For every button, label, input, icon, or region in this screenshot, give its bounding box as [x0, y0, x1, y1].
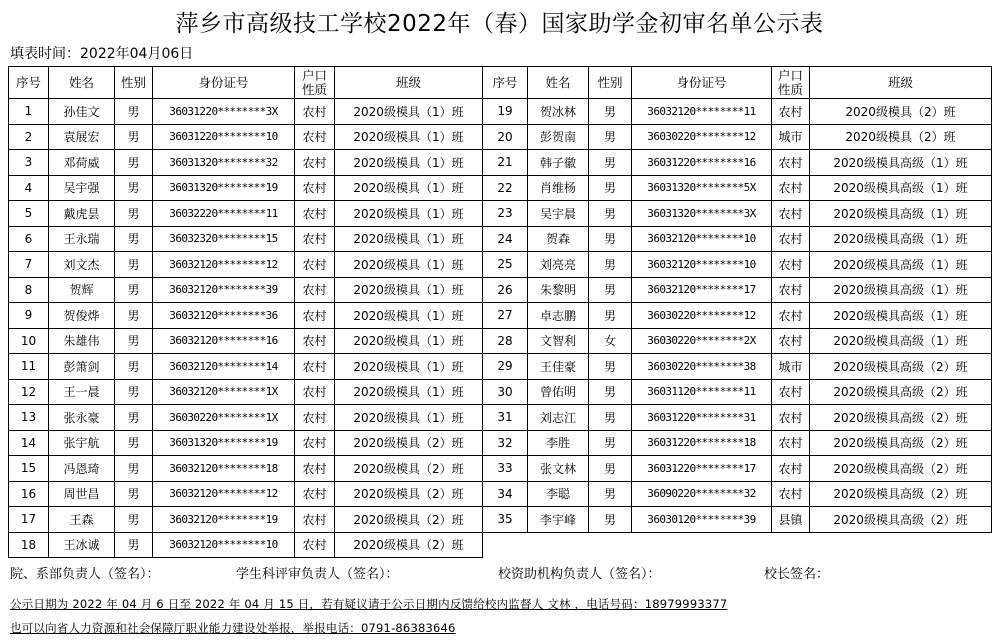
- cell-class: 2020级模具（2）班: [810, 99, 992, 125]
- cell-gender: 男: [589, 252, 632, 278]
- cell-no: 27: [483, 303, 528, 329]
- cell-gender: 男: [589, 456, 632, 482]
- cell-gender: 男: [115, 532, 153, 558]
- cell-hukou: 农村: [295, 201, 335, 227]
- cell-gender: 男: [115, 252, 153, 278]
- cell-no: 11: [9, 354, 49, 380]
- cell-no: 18: [9, 532, 49, 558]
- cell-no: 24: [483, 226, 528, 252]
- cell-no: 8: [9, 277, 49, 303]
- cell-name: 彭贺南: [528, 124, 589, 150]
- cell-class: 2020级模具（2）班: [335, 456, 483, 482]
- header-hukou-line1: 户口: [301, 67, 327, 83]
- cell-hukou: 农村: [295, 124, 335, 150]
- empty-cell: [483, 532, 992, 558]
- cell-no: 12: [9, 379, 49, 405]
- cell-no: 31: [483, 405, 528, 431]
- cell-hukou: 城市: [772, 124, 810, 150]
- cell-gender: 男: [589, 201, 632, 227]
- cell-name: 孙佳文: [49, 99, 115, 125]
- cell-id: 36032220********11: [153, 201, 295, 227]
- cell-no: 13: [9, 405, 49, 431]
- table-row: [9, 456, 992, 482]
- table-row: [9, 252, 992, 278]
- cell-hukou: 农村: [772, 150, 810, 176]
- cell-name: 卓志鹏: [528, 303, 589, 329]
- table-row: [9, 124, 992, 150]
- cell-class: 2020级模具（1）班: [335, 226, 483, 252]
- cell-no: 19: [483, 99, 528, 125]
- cell-id: 36030220********38: [632, 354, 772, 380]
- notice-line-1: 公示日期为 2022 年 04 月 6 日至 2022 年 04 月 15 日，若有疑议请于公示日期内反馈给校内监督人 文林 ，电话号码：18979993377: [10, 597, 728, 611]
- table-row: [9, 532, 992, 558]
- cell-class: 2020级模具（1）班: [335, 252, 483, 278]
- cell-no: 30: [483, 379, 528, 405]
- cell-gender: 男: [589, 430, 632, 456]
- cell-gender: 男: [589, 507, 632, 533]
- cell-id: 36032120********10: [153, 532, 295, 558]
- cell-hukou: 农村: [295, 379, 335, 405]
- cell-id: 36032120********1X: [153, 379, 295, 405]
- table-row: [9, 201, 992, 227]
- cell-no: 3: [9, 150, 49, 176]
- cell-name: 邓荷威: [49, 150, 115, 176]
- cell-id: 36032120********10: [632, 226, 772, 252]
- cell-hukou: 农村: [295, 430, 335, 456]
- cell-id: 36031220********10: [153, 124, 295, 150]
- cell-class: 2020级模具高级（1）班: [810, 277, 992, 303]
- cell-gender: 男: [589, 277, 632, 303]
- cell-name: 贺森: [528, 226, 589, 252]
- cell-gender: 男: [115, 277, 153, 303]
- student-office-signature-label: 学生科评审负责人（签名）：: [236, 567, 399, 582]
- cell-hukou: 农村: [772, 430, 810, 456]
- cell-class: 2020级模具高级（2）班: [810, 456, 992, 482]
- cell-gender: 男: [589, 226, 632, 252]
- cell-name: 刘亮亮: [528, 252, 589, 278]
- cell-name: 吴宇晨: [528, 201, 589, 227]
- cell-id: 36032120********18: [153, 456, 295, 482]
- cell-gender: 男: [115, 201, 153, 227]
- cell-id: 36032120********17: [632, 277, 772, 303]
- cell-no: 33: [483, 456, 528, 482]
- header-hukou: [295, 67, 335, 99]
- header-no: 序号: [483, 67, 528, 99]
- cell-no: 6: [9, 226, 49, 252]
- cell-name: 彭箫剑: [49, 354, 115, 380]
- header-no: 序号: [9, 67, 49, 99]
- cell-name: 王佳豪: [528, 354, 589, 380]
- cell-hukou: 农村: [772, 456, 810, 482]
- header-hukou-line2: 性质: [777, 81, 803, 97]
- cell-class: 2020级模具高级（2）班: [810, 430, 992, 456]
- cell-gender: 男: [589, 150, 632, 176]
- cell-class: 2020级模具高级（2）班: [810, 481, 992, 507]
- cell-id: 36031320********32: [153, 150, 295, 176]
- cell-hukou: 县镇: [772, 507, 810, 533]
- table-row: [9, 405, 992, 431]
- cell-id: 36030220********2X: [632, 328, 772, 354]
- cell-id: 36031320********5X: [632, 175, 772, 201]
- cell-class: 2020级模具（1）班: [335, 405, 483, 431]
- cell-name: 贺辉: [49, 277, 115, 303]
- cell-class: 2020级模具（1）班: [335, 175, 483, 201]
- signature-line: [10, 563, 990, 581]
- cell-class: 2020级模具（1）班: [335, 379, 483, 405]
- cell-hukou: 农村: [772, 175, 810, 201]
- cell-no: 2: [9, 124, 49, 150]
- cell-name: 韩子徽: [528, 150, 589, 176]
- cell-class: 2020级模具（2）班: [335, 507, 483, 533]
- cell-gender: 男: [589, 354, 632, 380]
- cell-no: 22: [483, 175, 528, 201]
- table-row: [9, 328, 992, 354]
- cell-hukou: 农村: [295, 507, 335, 533]
- header-hukou-line1: 户口: [777, 67, 803, 83]
- cell-name: 李宇峰: [528, 507, 589, 533]
- cell-name: 吴宇强: [49, 175, 115, 201]
- cell-gender: 男: [115, 379, 153, 405]
- cell-class: 2020级模具（1）班: [335, 303, 483, 329]
- cell-class: 2020级模具（1）班: [335, 328, 483, 354]
- cell-id: 36031220********17: [632, 456, 772, 482]
- cell-hukou: 农村: [295, 354, 335, 380]
- cell-class: 2020级模具高级（1）班: [810, 201, 992, 227]
- cell-name: 肖维杨: [528, 175, 589, 201]
- cell-class: 2020级模具高级（1）班: [810, 252, 992, 278]
- cell-id: 36090220********32: [632, 481, 772, 507]
- cell-hukou: 农村: [772, 201, 810, 227]
- cell-gender: 男: [115, 328, 153, 354]
- cell-id: 36031220********16: [632, 150, 772, 176]
- cell-class: 2020级模具高级（1）班: [810, 150, 992, 176]
- cell-hukou: 农村: [295, 456, 335, 482]
- cell-gender: 男: [115, 99, 153, 125]
- cell-no: 25: [483, 252, 528, 278]
- cell-hukou: 农村: [772, 277, 810, 303]
- cell-gender: 男: [115, 175, 153, 201]
- cell-name: 王一晨: [49, 379, 115, 405]
- grant-roster-table: [8, 66, 992, 558]
- principal-signature-label: 校长签名：: [764, 567, 830, 582]
- cell-name: 张永豪: [49, 405, 115, 431]
- cell-hukou: 农村: [772, 226, 810, 252]
- table-row: [9, 430, 992, 456]
- table-row: [9, 99, 992, 125]
- cell-id: 36032320********15: [153, 226, 295, 252]
- cell-name: 朱雄伟: [49, 328, 115, 354]
- cell-name: 戴虎昙: [49, 201, 115, 227]
- cell-no: 34: [483, 481, 528, 507]
- cell-gender: 男: [115, 124, 153, 150]
- table-row: [9, 379, 992, 405]
- cell-id: 36031120********11: [632, 379, 772, 405]
- cell-name: 李聪: [528, 481, 589, 507]
- cell-class: 2020级模具（2）班: [335, 430, 483, 456]
- header-name: 姓名: [49, 67, 115, 99]
- cell-class: 2020级模具（1）班: [335, 354, 483, 380]
- cell-id: 36031320********3X: [632, 201, 772, 227]
- cell-name: 曾佑明: [528, 379, 589, 405]
- cell-name: 周世昌: [49, 481, 115, 507]
- cell-class: 2020级模具（2）班: [810, 124, 992, 150]
- cell-id: 36032120********12: [153, 481, 295, 507]
- table-row: [9, 150, 992, 176]
- cell-class: 2020级模具高级（2）班: [810, 354, 992, 380]
- cell-no: 16: [9, 481, 49, 507]
- cell-class: 2020级模具（2）班: [335, 532, 483, 558]
- table-row: [9, 175, 992, 201]
- cell-gender: 男: [115, 456, 153, 482]
- cell-hukou: 农村: [772, 252, 810, 278]
- cell-gender: 男: [115, 303, 153, 329]
- cell-name: 李胜: [528, 430, 589, 456]
- header-id: 身份证号: [632, 67, 772, 99]
- cell-hukou: 农村: [772, 405, 810, 431]
- cell-id: 36030220********12: [632, 124, 772, 150]
- header-hukou-line2: 性质: [301, 81, 327, 97]
- cell-class: 2020级模具高级（1）班: [810, 175, 992, 201]
- cell-class: 2020级模具（2）班: [335, 481, 483, 507]
- cell-id: 36032120********36: [153, 303, 295, 329]
- cell-no: 21: [483, 150, 528, 176]
- cell-id: 36030120********39: [632, 507, 772, 533]
- cell-gender: 男: [589, 99, 632, 125]
- cell-hukou: 农村: [295, 481, 335, 507]
- cell-name: 张宇航: [49, 430, 115, 456]
- cell-no: 32: [483, 430, 528, 456]
- cell-class: 2020级模具高级（2）班: [810, 379, 992, 405]
- cell-hukou: 农村: [772, 303, 810, 329]
- cell-hukou: 农村: [295, 303, 335, 329]
- cell-id: 36032120********11: [632, 99, 772, 125]
- header-gender: 性别: [115, 67, 153, 99]
- cell-id: 36031220********3X: [153, 99, 295, 125]
- cell-gender: 男: [115, 150, 153, 176]
- cell-gender: 男: [589, 379, 632, 405]
- cell-id: 36031220********18: [632, 430, 772, 456]
- cell-name: 王森: [49, 507, 115, 533]
- cell-class: 2020级模具高级（1）班: [810, 226, 992, 252]
- cell-gender: 男: [115, 430, 153, 456]
- table-row: [9, 303, 992, 329]
- table-row: [9, 354, 992, 380]
- cell-gender: 男: [115, 354, 153, 380]
- header-gender: 性别: [589, 67, 632, 99]
- cell-class: 2020级模具（1）班: [335, 124, 483, 150]
- cell-gender: 男: [589, 481, 632, 507]
- cell-class: 2020级模具高级（1）班: [810, 303, 992, 329]
- cell-no: 29: [483, 354, 528, 380]
- cell-name: 冯恩琦: [49, 456, 115, 482]
- cell-hukou: 农村: [295, 328, 335, 354]
- dept-signature-label: 院、系部负责人（签名）：: [10, 567, 160, 582]
- cell-gender: 男: [589, 124, 632, 150]
- cell-no: 28: [483, 328, 528, 354]
- cell-no: 35: [483, 507, 528, 533]
- cell-no: 17: [9, 507, 49, 533]
- cell-name: 张文林: [528, 456, 589, 482]
- cell-hukou: 农村: [772, 328, 810, 354]
- cell-id: 36032120********12: [153, 252, 295, 278]
- cell-id: 36032120********16: [153, 328, 295, 354]
- cell-name: 王冰诚: [49, 532, 115, 558]
- cell-hukou: 农村: [295, 226, 335, 252]
- cell-name: 朱黎明: [528, 277, 589, 303]
- cell-name: 文智利: [528, 328, 589, 354]
- page-title: 萍乡市高级技工学校2022年（春）国家助学金初审名单公示表: [175, 11, 824, 37]
- cell-no: 14: [9, 430, 49, 456]
- cell-id: 36032120********14: [153, 354, 295, 380]
- cell-name: 贺冰林: [528, 99, 589, 125]
- cell-hukou: 农村: [772, 481, 810, 507]
- cell-id: 36032120********10: [632, 252, 772, 278]
- cell-name: 王永瑞: [49, 226, 115, 252]
- cell-no: 23: [483, 201, 528, 227]
- table-header-row: [9, 67, 992, 99]
- cell-id: 36032120********39: [153, 277, 295, 303]
- cell-hukou: 农村: [295, 150, 335, 176]
- cell-no: 5: [9, 201, 49, 227]
- header-class: 班级: [335, 67, 483, 99]
- cell-gender: 男: [115, 226, 153, 252]
- cell-gender: 男: [589, 175, 632, 201]
- cell-no: 15: [9, 456, 49, 482]
- cell-gender: 女: [589, 328, 632, 354]
- cell-hukou: 农村: [295, 175, 335, 201]
- cell-class: 2020级模具（1）班: [335, 99, 483, 125]
- cell-name: 刘志江: [528, 405, 589, 431]
- header-id: 身份证号: [153, 67, 295, 99]
- fill-date: 填表时间：2022年04月06日: [10, 46, 194, 62]
- notice-line-2: 也可以向省人力资源和社会保障厅职业能力建设处举报，举报电话：0791-86383646: [10, 621, 456, 635]
- cell-no: 9: [9, 303, 49, 329]
- cell-id: 36031320********19: [153, 175, 295, 201]
- cell-gender: 男: [115, 481, 153, 507]
- table-row: [9, 507, 992, 533]
- header-name: 姓名: [528, 67, 589, 99]
- cell-hukou: 农村: [772, 379, 810, 405]
- cell-hukou: 农村: [772, 99, 810, 125]
- aid-office-signature-label: 校资助机构负责人（签名）：: [498, 567, 661, 582]
- cell-hukou: 城市: [772, 354, 810, 380]
- cell-no: 1: [9, 99, 49, 125]
- cell-id: 36031220********31: [632, 405, 772, 431]
- cell-class: 2020级模具高级（1）班: [810, 328, 992, 354]
- cell-name: 袁展宏: [49, 124, 115, 150]
- cell-no: 10: [9, 328, 49, 354]
- cell-hukou: 农村: [295, 252, 335, 278]
- table-row: [9, 277, 992, 303]
- header-hukou: [772, 67, 810, 99]
- cell-no: 4: [9, 175, 49, 201]
- cell-no: 7: [9, 252, 49, 278]
- cell-name: 贺俊烨: [49, 303, 115, 329]
- cell-class: 2020级模具（1）班: [335, 277, 483, 303]
- cell-id: 36030220********12: [632, 303, 772, 329]
- cell-gender: 男: [115, 405, 153, 431]
- cell-hukou: 农村: [295, 99, 335, 125]
- cell-gender: 男: [115, 507, 153, 533]
- cell-class: 2020级模具高级（2）班: [810, 405, 992, 431]
- cell-hukou: 农村: [295, 405, 335, 431]
- cell-id: 36032120********19: [153, 507, 295, 533]
- cell-class: 2020级模具高级（2）班: [810, 507, 992, 533]
- cell-gender: 男: [589, 303, 632, 329]
- table-row: [9, 226, 992, 252]
- header-class: 班级: [810, 67, 992, 99]
- cell-no: 20: [483, 124, 528, 150]
- cell-id: 36030220********1X: [153, 405, 295, 431]
- cell-id: 36031320********19: [153, 430, 295, 456]
- cell-gender: 男: [589, 405, 632, 431]
- cell-no: 26: [483, 277, 528, 303]
- cell-hukou: 农村: [295, 277, 335, 303]
- cell-class: 2020级模具（1）班: [335, 201, 483, 227]
- cell-name: 刘文杰: [49, 252, 115, 278]
- roster-body: [9, 67, 992, 558]
- table-row: [9, 481, 992, 507]
- cell-hukou: 农村: [295, 532, 335, 558]
- cell-class: 2020级模具（1）班: [335, 150, 483, 176]
